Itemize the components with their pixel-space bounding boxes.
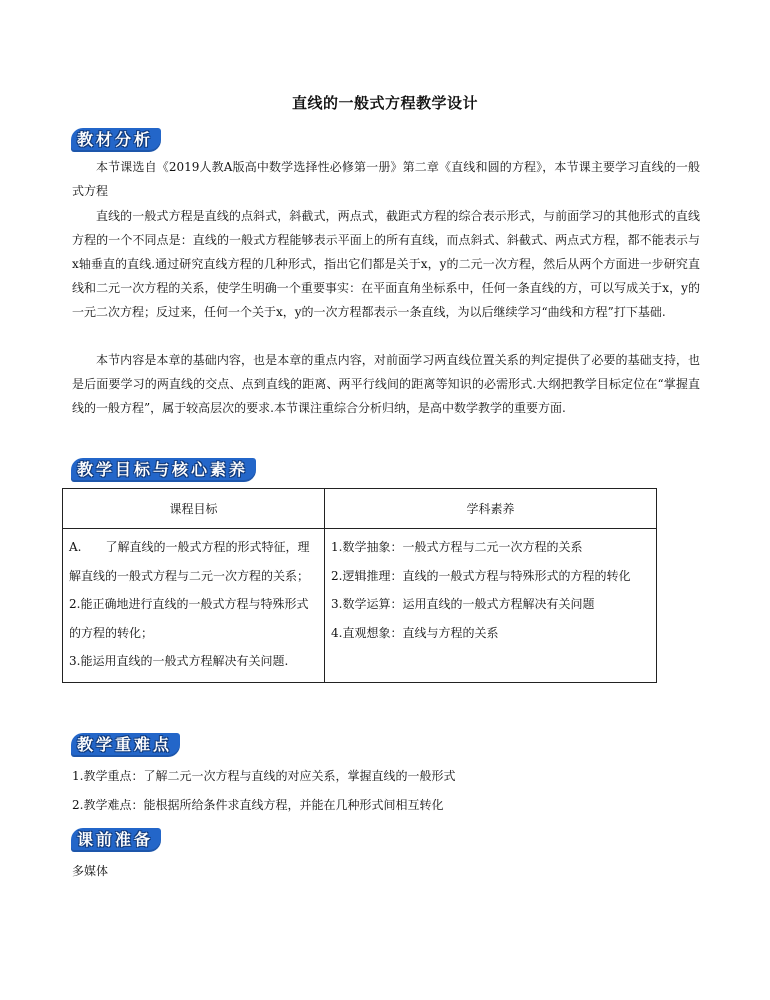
- goals-header-course: 课程目标: [63, 489, 325, 529]
- goals-header-literacy: 学科素养: [325, 489, 657, 529]
- page-title: 直线的一般式方程教学设计: [291, 94, 478, 112]
- section-heading-keypoints: 教学重难点: [71, 733, 180, 757]
- course-goal-item: A. 了解直线的一般式方程的形式特征，理解直线的一般式方程与二元一次方程的关系；: [69, 540, 310, 583]
- goals-literacy-cell: [325, 529, 657, 683]
- section-heading-analysis: 教材分析: [71, 128, 161, 152]
- course-goal-item: 3.能运用直线的一般式方程解决有关问题.: [69, 654, 289, 668]
- prep-text: 多媒体: [72, 864, 109, 878]
- section-heading-prep: 课前准备: [71, 828, 161, 852]
- literacy-item: 1.数学抽象：一般式方程与二元一次方程的关系: [331, 540, 583, 554]
- literacy-item: 4.直观想象：直线与方程的关系: [331, 625, 499, 640]
- section-heading-goals: 教学目标与核心素养: [71, 458, 256, 482]
- goals-table: [62, 488, 657, 683]
- course-goal-item: 2.能正确地进行直线的一般式方程与特殊形式的方程的转化；: [69, 597, 309, 640]
- keypoint-item: 1.教学重点：了解二元一次方程与直线的对应关系，掌握直线的一般形式: [72, 769, 456, 783]
- analysis-paragraph-3: 本节内容是本章的基础内容，也是本章的重点内容，对前面学习两直线位置关系的判定提供了必要的基础支持，也是后面要学习的两直线的交点、点到直线的距离、两平行线间的距离等知识的必需形式.大纲把教学目标定位在“掌握直线的一般方程”，属于较高层次的要求.本节课注重综合分析归纳，是高中数学教学的重要方面.: [72, 353, 700, 415]
- goals-course-cell: [63, 529, 325, 683]
- analysis-paragraph-2: 直线的一般式方程是直线的点斜式，斜截式，两点式，截距式方程的综合表示形式，与前面学习的其他形式的直线方程的一个不同点是：直线的一般式方程能够表示平面上的所有直线，而点斜式、斜截式、两点式方程，都不能表示与x轴垂直的直线.通过研究直线方程的几种形式，指出它们都是关于x，y的二元一次方程，然后从两个方面进一步研究直线和二元一次方程的关系，使学生明确一个重要事实：在平面直角坐标系中，任何一条直线的方，可以写成关于x，y的一元二次方程；反过来，任何一个关于x，y的一次方程都表示一条直线，为以后继续学习“曲线和方程”打下基础.: [72, 209, 700, 319]
- analysis-paragraph-1: 本节课选自《2019人教A版高中数学选择性必修第一册》第二章《直线和圆的方程》，本节课主要学习直线的一般式方程: [72, 160, 700, 198]
- literacy-item: 3.数学运算：运用直线的一般式方程解决有关问题: [331, 597, 595, 611]
- literacy-item: 2.逻辑推理：直线的一般式方程与特殊形式的方程的转化: [331, 568, 631, 583]
- keypoint-item: 2.教学难点：能根据所给条件求直线方程，并能在几种形式间相互转化: [72, 798, 444, 812]
